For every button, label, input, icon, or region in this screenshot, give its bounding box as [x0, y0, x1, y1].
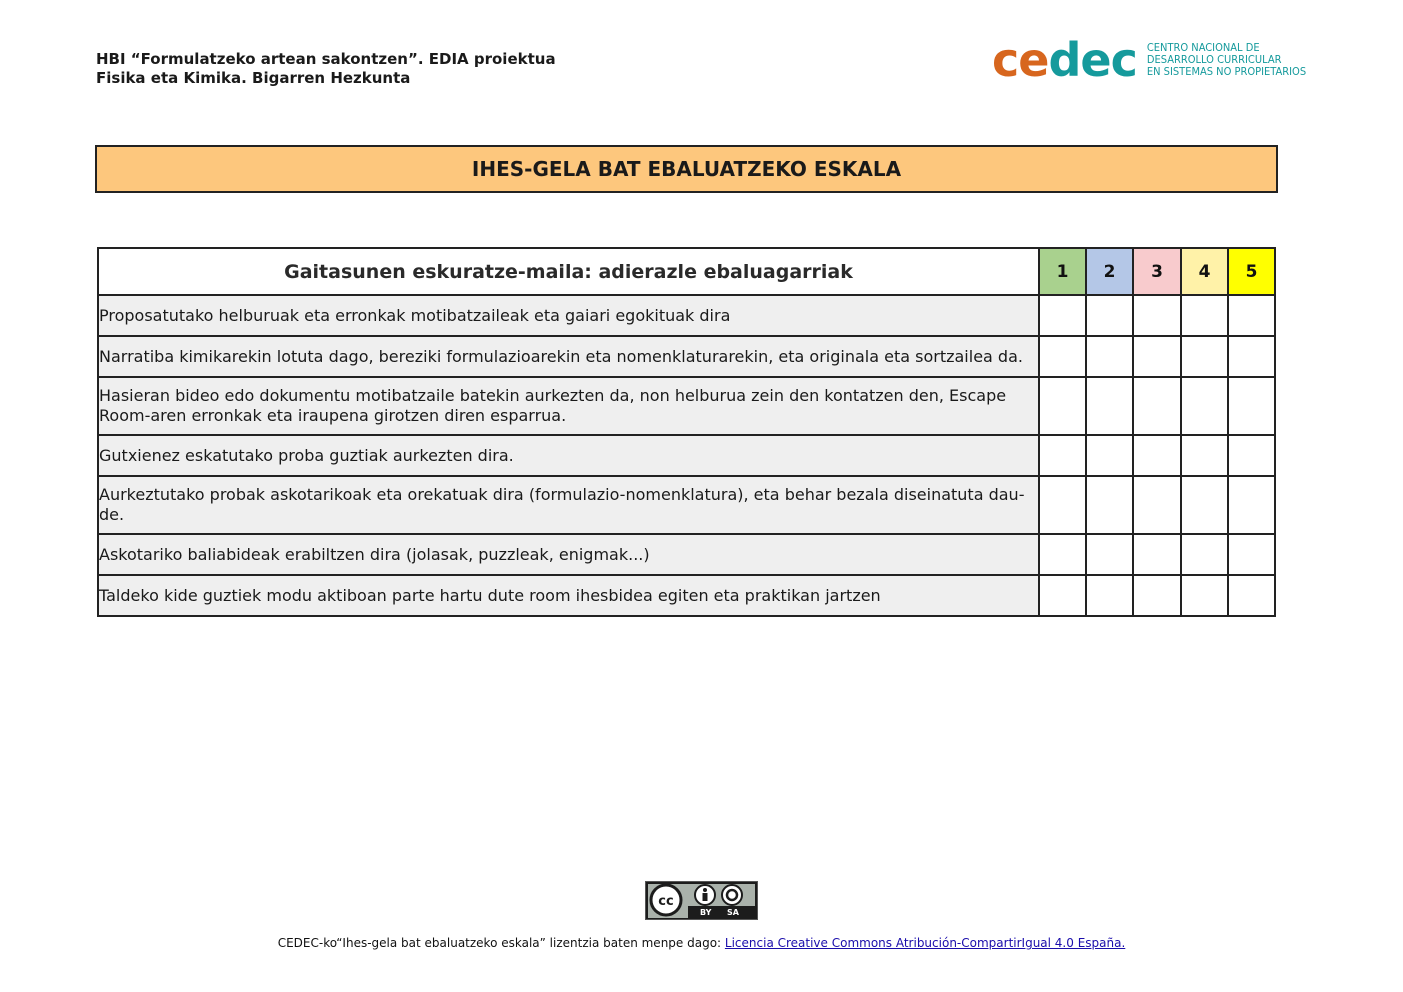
table-row: [98, 476, 1275, 534]
score-cell[interactable]: [1133, 476, 1181, 534]
cc-sa-label: SA: [727, 908, 739, 917]
table-row: [98, 377, 1275, 435]
criterion-text: Narratiba kimikarekin lotuta dago, bereziki formulazioarekin eta nomenklaturarekin, eta originala eta sortzailea da.: [98, 336, 1039, 377]
sa-share-icon: [722, 885, 742, 905]
table-row: [98, 435, 1275, 476]
score-cell[interactable]: [1133, 534, 1181, 575]
document-header: [96, 50, 556, 88]
logo-sub-line-3: EN SISTEMAS NO PROPIETARIOS: [1146, 65, 1307, 78]
score-cell[interactable]: [1039, 377, 1086, 435]
header-line-2: Fisika eta Kimika. Bigarren Hezkunta: [96, 69, 411, 87]
score-cell[interactable]: [1133, 295, 1181, 336]
license-footer: [0, 936, 1403, 950]
criterion-text: Proposatutako helburuak eta erronkak motibatzaileak eta gaiari egokituak dira: [98, 295, 1039, 336]
score-cell[interactable]: [1039, 295, 1086, 336]
score-cell[interactable]: [1228, 295, 1275, 336]
score-cell[interactable]: [1039, 534, 1086, 575]
score-cell[interactable]: [1039, 435, 1086, 476]
table-row: [98, 534, 1275, 575]
score-cell[interactable]: [1228, 476, 1275, 534]
logo-sub-line-2: DESARROLLO CURRICULAR: [1146, 53, 1282, 66]
score-cell[interactable]: [1086, 336, 1133, 377]
score-cell[interactable]: [1181, 336, 1228, 377]
score-cell[interactable]: [1133, 336, 1181, 377]
criterion-text: Taldeko kide guztiek modu aktiboan parte hartu dute room ihesbidea egiten eta praktikan jartzen: [98, 575, 1039, 616]
criterion-text: Hasieran bideo edo dokumentu motibatzaile batekin aurkezten da, non helburua zein den kontatzen den, Escape Room-aren erronkak eta iraupena girotzen diren esparrua.: [98, 377, 1039, 435]
evaluation-scale-table: [97, 247, 1276, 617]
score-cell[interactable]: [1181, 575, 1228, 616]
table-row: [98, 336, 1275, 377]
score-cell[interactable]: [1039, 476, 1086, 534]
score-cell[interactable]: [1228, 534, 1275, 575]
cedec-logo-word: [992, 33, 1137, 87]
score-header-2: 2: [1086, 248, 1133, 295]
cedec-logo-subtitle: [1147, 42, 1306, 78]
score-cell[interactable]: [1086, 435, 1133, 476]
license-text: CEDEC-ko“Ihes-gela bat ebaluatzeko eskala” lizentzia baten menpe dago:: [277, 936, 725, 950]
score-header-4: 4: [1181, 248, 1228, 295]
criterion-text: Aurkeztutako probak askotarikoak eta orekatuak dira (formulazio-nomenklatura), eta behar bezala diseinatuta dau-de.: [98, 476, 1039, 534]
criterion-text: Askotariko baliabideak erabiltzen dira (jolasak, puzzleak, enigmak...): [98, 534, 1039, 575]
score-cell[interactable]: [1086, 476, 1133, 534]
by-person-icon: [703, 893, 708, 901]
score-header-1: 1: [1039, 248, 1086, 295]
table-row: [98, 575, 1275, 616]
score-cell[interactable]: [1133, 377, 1181, 435]
score-cell[interactable]: [1181, 377, 1228, 435]
criteria-header: Gaitasunen eskuratze-maila: adierazle ebaluagarriak: [98, 248, 1039, 295]
score-cell[interactable]: [1228, 435, 1275, 476]
criterion-text: Gutxienez eskatutako proba guztiak aurkezten dira.: [98, 435, 1039, 476]
header-line-1: HBI “Formulatzeko artean sakontzen”. EDIA proiektua: [96, 50, 556, 68]
score-cell[interactable]: [1086, 377, 1133, 435]
score-cell[interactable]: [1228, 377, 1275, 435]
score-cell[interactable]: [1039, 575, 1086, 616]
score-header-5: 5: [1228, 248, 1275, 295]
logo-word-part2: dec: [1048, 33, 1137, 87]
score-cell[interactable]: [1181, 534, 1228, 575]
score-cell[interactable]: [1086, 295, 1133, 336]
by-person-icon: [703, 888, 707, 892]
table-header-row: [98, 248, 1275, 295]
score-header-3: 3: [1133, 248, 1181, 295]
score-cell[interactable]: [1181, 295, 1228, 336]
license-link[interactable]: Licencia Creative Commons Atribución-CompartirIgual 4.0 España.: [724, 936, 1126, 950]
score-cell[interactable]: [1228, 575, 1275, 616]
cedec-logo: [992, 33, 1307, 87]
score-cell[interactable]: [1039, 336, 1086, 377]
logo-sub-line-1: CENTRO NACIONAL DE: [1146, 41, 1260, 54]
cc-license-badge[interactable]: [645, 881, 758, 920]
table-row: [98, 295, 1275, 336]
score-cell[interactable]: [1086, 534, 1133, 575]
page-title: IHES-GELA BAT EBALUATZEKO ESKALA: [95, 145, 1278, 193]
score-cell[interactable]: [1181, 435, 1228, 476]
score-cell[interactable]: [1181, 476, 1228, 534]
logo-word-part1: ce: [992, 33, 1049, 87]
cc-by-label: BY: [700, 908, 712, 917]
score-cell[interactable]: [1133, 575, 1181, 616]
score-cell[interactable]: [1133, 435, 1181, 476]
score-cell[interactable]: [1086, 575, 1133, 616]
cc-icon: cc: [658, 894, 674, 909]
score-cell[interactable]: [1228, 336, 1275, 377]
